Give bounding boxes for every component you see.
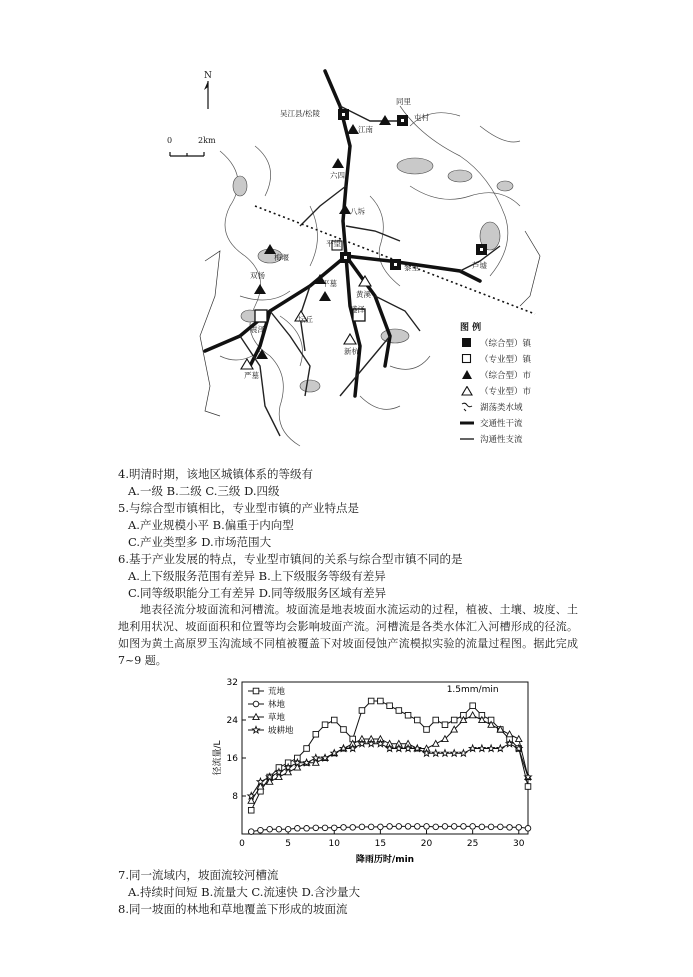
lake-water-icon bbox=[460, 402, 474, 412]
place-label-songling: 吴江县/松陵 bbox=[280, 109, 321, 118]
data-point-circle bbox=[396, 824, 402, 830]
passage-text: 地表径流分坡面流和河槽流。坡面流是地表坡面水流运动的过程，植被、土壤、坡度、土地利用状况、坡面面积和位置等均会影响坡面产流。河槽流是各类水体汇入河槽形成的径流。如图为黄土高原罗玉沟流域不同植被覆盖下对坡面侵蚀产流模拟实验的流量过程图。据此完成 7~9 题。 bbox=[118, 603, 578, 667]
thick-line-icon bbox=[460, 418, 474, 428]
data-point-circle bbox=[498, 824, 504, 830]
place-label-tanqiu: 坛丘 bbox=[298, 315, 313, 324]
data-point-circle bbox=[322, 825, 328, 831]
place-label-tongli: 同里 bbox=[396, 97, 411, 106]
data-point-square bbox=[378, 698, 384, 704]
place-label-lili: 黎里 bbox=[404, 263, 419, 272]
data-point-star bbox=[497, 745, 504, 752]
question-4-stem: 4.明清时期，该地区城镇体系的等级有 bbox=[118, 467, 313, 481]
place-label-pingwang: 平望 bbox=[326, 239, 341, 248]
data-point-circle bbox=[350, 825, 356, 831]
data-point-circle bbox=[507, 825, 513, 831]
data-point-square bbox=[313, 731, 319, 737]
x-axis-label: 降雨历时/min bbox=[355, 855, 415, 865]
data-point-circle bbox=[470, 824, 476, 830]
legend-label: 草地 bbox=[268, 713, 286, 723]
y-tick-label: 16 bbox=[226, 754, 238, 764]
data-point-star bbox=[432, 750, 439, 757]
data-point-circle bbox=[313, 825, 319, 831]
data-point-circle bbox=[414, 824, 420, 830]
legend-item-comprehensive-town: （综合型）镇 bbox=[460, 337, 531, 349]
legend-title: 图 例 bbox=[460, 323, 482, 333]
x-tick-label: 20 bbox=[420, 839, 433, 849]
data-point-circle bbox=[516, 825, 522, 831]
data-point-star bbox=[451, 750, 458, 757]
question-8-stem: 8.同一坡面的林地和草地覆盖下形成的坡面流 bbox=[118, 902, 348, 916]
place-label-zhenze: 震泽 bbox=[250, 325, 265, 334]
place-label-pingmu: 平墓 bbox=[322, 279, 337, 288]
north-label: N bbox=[204, 71, 212, 81]
hollow-triangle-icon bbox=[460, 386, 474, 396]
chart-svg bbox=[190, 672, 540, 867]
data-point-square bbox=[396, 708, 402, 714]
data-point-circle bbox=[295, 826, 301, 832]
data-point-square bbox=[341, 727, 347, 733]
data-point-square bbox=[387, 703, 393, 709]
data-point-circle bbox=[267, 826, 273, 832]
scale-zero-label: 0 bbox=[167, 136, 173, 145]
data-point-square bbox=[470, 703, 476, 709]
data-point-triangle bbox=[506, 731, 512, 737]
legend-item-lake-water: 湖荡类水域 bbox=[460, 401, 523, 413]
data-point-square bbox=[424, 727, 430, 733]
x-tick-label: 10 bbox=[328, 839, 340, 849]
data-point-star bbox=[257, 778, 264, 785]
place-label-tuncun: 屯村 bbox=[414, 113, 429, 122]
data-point-circle bbox=[285, 826, 291, 832]
thin-line-icon bbox=[460, 434, 474, 444]
data-point-square bbox=[414, 717, 420, 723]
question-4-options: A.一级 B.二级 C.三级 D.四级 bbox=[128, 484, 280, 498]
data-point-square bbox=[304, 746, 310, 752]
data-point-square bbox=[451, 717, 457, 723]
place-label-jiangnan: 江南 bbox=[358, 125, 373, 134]
data-point-star bbox=[312, 754, 319, 761]
data-point-circle bbox=[433, 824, 439, 830]
data-point-circle bbox=[488, 824, 494, 830]
y-tick-label: 8 bbox=[232, 792, 238, 802]
x-tick-label: 25 bbox=[466, 839, 479, 849]
filled-triangle-icon bbox=[460, 370, 474, 380]
x-tick-label: 30 bbox=[513, 839, 525, 849]
data-point-star bbox=[442, 750, 449, 757]
data-point-star bbox=[478, 745, 485, 752]
data-point-circle bbox=[378, 824, 384, 830]
y-axis-label: 径流量/L bbox=[213, 740, 223, 776]
filled-square-icon bbox=[460, 338, 474, 348]
data-point-circle bbox=[258, 827, 264, 833]
data-point-circle bbox=[424, 824, 430, 830]
data-point-square bbox=[405, 712, 411, 718]
data-point-star bbox=[469, 745, 476, 752]
place-label-meiyan: 梅堰 bbox=[274, 253, 289, 262]
legend-label: 荒地 bbox=[268, 687, 286, 697]
data-point-star bbox=[488, 745, 495, 752]
data-point-circle bbox=[248, 829, 254, 835]
legend-item-branch-river: 沟通性支流 bbox=[460, 433, 523, 445]
question-5-options-2: C.产业类型多 D.市场范围大 bbox=[128, 535, 272, 549]
data-point-square bbox=[525, 784, 531, 790]
legend-marker-circle bbox=[253, 701, 259, 707]
x-tick-label: 0 bbox=[239, 839, 245, 849]
place-label-yanmu: 严墓 bbox=[244, 371, 259, 380]
place-label-huangxi: 黄溪 bbox=[356, 290, 371, 299]
chart-annotation: 1.5mm/min bbox=[446, 685, 499, 695]
data-point-triangle bbox=[516, 736, 522, 742]
question-5-options-1: A.产业规模小平 B.偏重于内向型 bbox=[128, 518, 294, 532]
place-label-luxu: 芦墟 bbox=[472, 261, 487, 270]
data-point-circle bbox=[405, 824, 411, 830]
data-point-circle bbox=[368, 824, 374, 830]
legend-label: 林地 bbox=[268, 700, 286, 710]
legend-item-professional-town: （专业型）镇 bbox=[460, 353, 531, 365]
data-point-triangle bbox=[469, 712, 475, 718]
question-6-options-1: A.上下级服务范围有差异 B.上下级服务等级有差异 bbox=[128, 569, 386, 583]
data-point-circle bbox=[525, 826, 531, 832]
legend-marker-star bbox=[253, 726, 260, 733]
question-5-stem: 5.与综合型市镇相比，专业型市镇的产业特点是 bbox=[118, 501, 359, 515]
data-point-circle bbox=[341, 825, 347, 831]
question-6-stem: 6.基于产业发展的特点，专业型市镇间的关系与综合型市镇不同的是 bbox=[118, 552, 463, 566]
legend-item-trunk-river: 交通性干流 bbox=[460, 417, 523, 429]
x-tick-label: 5 bbox=[285, 839, 291, 849]
data-point-circle bbox=[461, 824, 467, 830]
data-point-triangle bbox=[433, 740, 439, 746]
question-7-options: A.持续时间短 B.流量大 C.流速快 D.含沙量大 bbox=[128, 885, 361, 899]
series-line-square bbox=[251, 701, 528, 810]
legend-item-comprehensive-market: （综合型）市 bbox=[460, 369, 531, 381]
question-6-options-2: C.同等级职能分工有差异 D.同等级服务区域有差异 bbox=[128, 586, 387, 600]
place-label-shengze: 盛泽 bbox=[350, 305, 365, 314]
north-arrow-icon bbox=[204, 81, 208, 109]
place-label-shuangyang: 双杨 bbox=[250, 271, 265, 280]
data-point-circle bbox=[331, 825, 337, 831]
data-point-square bbox=[368, 698, 374, 704]
map-symbols bbox=[241, 109, 487, 369]
place-label-xinhang: 新杭 bbox=[344, 347, 359, 356]
data-point-circle bbox=[304, 826, 310, 832]
legend-item-professional-market: （专业型）市 bbox=[460, 385, 531, 397]
legend-marker-square bbox=[253, 688, 259, 694]
data-point-square bbox=[322, 722, 328, 728]
data-point-square bbox=[331, 717, 337, 723]
scale-bar-icon bbox=[170, 152, 204, 156]
question-7-stem: 7.同一流域内，坡面流较河槽流 bbox=[118, 868, 279, 882]
data-point-square bbox=[442, 722, 448, 728]
data-point-circle bbox=[479, 824, 485, 830]
y-tick-label: 24 bbox=[226, 716, 238, 726]
data-point-circle bbox=[442, 824, 448, 830]
data-point-circle bbox=[276, 826, 282, 832]
data-point-circle bbox=[387, 824, 393, 830]
y-tick-label: 32 bbox=[226, 678, 238, 688]
data-point-circle bbox=[451, 824, 457, 830]
scale-distance-label: 2km bbox=[198, 136, 216, 145]
data-point-square bbox=[359, 708, 365, 714]
runoff-chart bbox=[190, 672, 540, 867]
data-point-star bbox=[460, 750, 467, 757]
data-point-circle bbox=[359, 824, 365, 830]
map-legend bbox=[460, 320, 550, 450]
map-figure bbox=[160, 66, 545, 450]
data-point-square bbox=[248, 807, 254, 813]
place-label-liusi: 六四 bbox=[330, 171, 345, 180]
place-label-bache: 八坼 bbox=[350, 207, 365, 216]
x-tick-label: 15 bbox=[374, 839, 387, 849]
hollow-square-icon bbox=[460, 354, 474, 364]
data-point-square bbox=[433, 717, 439, 723]
legend-label: 坡耕地 bbox=[268, 726, 294, 736]
